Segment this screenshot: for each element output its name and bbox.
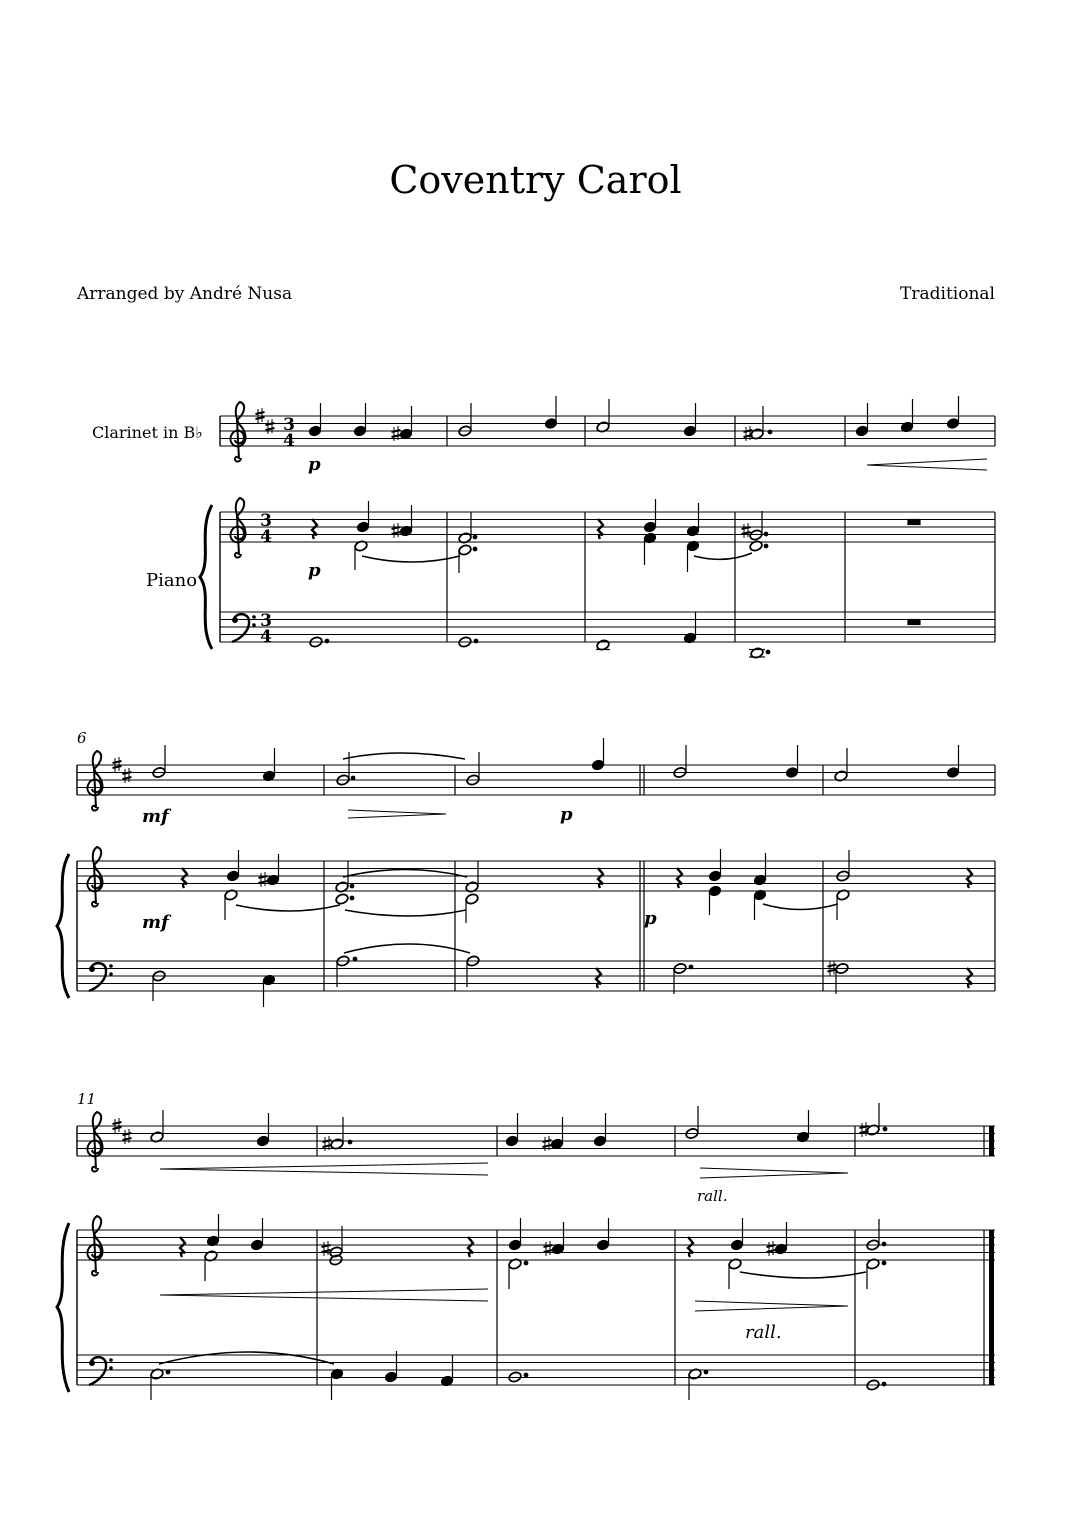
system-3	[57, 1090, 995, 1400]
clarinet-staff-1	[220, 416, 995, 446]
piano-lh-staff-1	[220, 612, 995, 642]
final-barline	[989, 1126, 994, 1156]
piano-lh-notes-3	[150, 1351, 886, 1400]
time-sig-top: 3	[283, 415, 295, 435]
dynamic-marking: p	[308, 454, 321, 475]
treble-clef-icon	[230, 498, 245, 558]
crescendo-hairpin	[867, 459, 987, 470]
bass-clef-icon	[232, 614, 256, 642]
decrescendo-hairpin	[700, 1168, 848, 1178]
tempo-marking: rall.	[697, 1187, 728, 1205]
time-sig-bottom: 4	[283, 431, 295, 451]
dynamic-marking: mf	[142, 806, 169, 827]
clarinet-notes-1	[308, 396, 959, 441]
clarinet-notes-2	[152, 738, 960, 786]
bass-clef-icon	[89, 963, 113, 991]
crescendo-hairpin	[160, 1289, 488, 1301]
treble-clef-icon	[230, 402, 245, 462]
tempo-marking: rall.	[745, 1322, 782, 1343]
measure-number: 6	[77, 729, 87, 747]
clarinet-staff-2	[77, 765, 995, 795]
piano-rh-staff-1	[220, 512, 995, 542]
treble-clef-icon	[87, 751, 102, 811]
piano-brace	[57, 1223, 69, 1392]
time-sig-bottom: 4	[260, 527, 272, 547]
dynamic-marking: mf	[142, 912, 169, 933]
sharp-icon	[123, 1129, 132, 1144]
time-sig-top: 3	[260, 611, 272, 631]
sharp-icon	[123, 768, 132, 783]
final-barline	[989, 1230, 994, 1385]
measure-number: 11	[77, 1090, 97, 1108]
crescendo-hairpin	[160, 1163, 488, 1175]
treble-clef-icon	[87, 1216, 102, 1276]
piano-lh-staff-3	[77, 1355, 995, 1385]
piano-label: Piano	[146, 570, 198, 591]
dynamic-marking: p	[560, 804, 573, 825]
decrescendo-hairpin	[695, 1301, 848, 1311]
piano-brace	[200, 505, 212, 649]
piano-rh-notes-2	[182, 849, 972, 923]
time-sig-bottom: 4	[260, 627, 272, 647]
time-sig-top: 3	[260, 511, 272, 531]
composer-credit: Traditional	[900, 284, 995, 304]
dynamic-marking: p	[644, 908, 657, 929]
dynamic-marking: p	[308, 560, 321, 581]
arranger-credit: Arranged by André Nusa	[77, 284, 293, 304]
clarinet-notes-3	[150, 1103, 887, 1151]
treble-clef-icon	[87, 1112, 102, 1172]
decrescendo-hairpin	[348, 810, 446, 818]
treble-clef-icon	[87, 847, 102, 907]
clarinet-staff-3	[77, 1126, 995, 1156]
piano-brace	[57, 854, 69, 998]
piece-title: Coventry Carol	[389, 158, 682, 202]
piano-rh-staff-2	[77, 861, 995, 891]
system-2	[57, 729, 995, 1007]
clarinet-label: Clarinet in B♭	[92, 423, 203, 442]
piano-lh-notes-2	[152, 955, 972, 1007]
sharp-icon	[266, 419, 275, 434]
piano-lh-staff-2	[77, 961, 995, 991]
bass-clef-icon	[89, 1357, 113, 1385]
system-1	[92, 396, 995, 659]
